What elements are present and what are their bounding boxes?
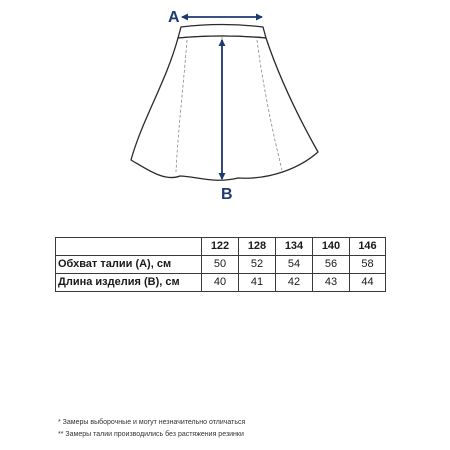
table-cell: 54 [276, 256, 313, 274]
table-cell: 50 [202, 256, 239, 274]
size-table [55, 237, 386, 292]
size-header: 128 [239, 238, 276, 256]
size-header: 134 [276, 238, 313, 256]
label-b: B [221, 186, 233, 203]
table-cell: 40 [202, 274, 239, 292]
skirt-body [131, 36, 318, 180]
table-cell: 41 [239, 274, 276, 292]
table-cell: 52 [239, 256, 276, 274]
table-cell: 42 [276, 274, 313, 292]
table-header-row [56, 238, 386, 256]
table-row-waist [56, 256, 386, 274]
table-cell: 43 [313, 274, 350, 292]
footnote-1: * Замеры выборочные и могут незначительно отличаться [58, 419, 246, 426]
size-header: 122 [202, 238, 239, 256]
row-label: Обхват талии (А), см [56, 256, 202, 274]
label-a: A [168, 9, 180, 26]
footnote-2: ** Замеры талии производились без растяжения резинки [58, 431, 244, 438]
size-header: 146 [350, 238, 386, 256]
table-cell: 58 [350, 256, 386, 274]
table-corner-cell [56, 238, 202, 256]
table-row-length [56, 274, 386, 292]
size-header: 140 [313, 238, 350, 256]
skirt-diagram [0, 0, 450, 215]
skirt-outline [131, 25, 318, 181]
table-cell: 56 [313, 256, 350, 274]
row-label: Длина изделия (В), см [56, 274, 202, 292]
table-cell: 44 [350, 274, 386, 292]
